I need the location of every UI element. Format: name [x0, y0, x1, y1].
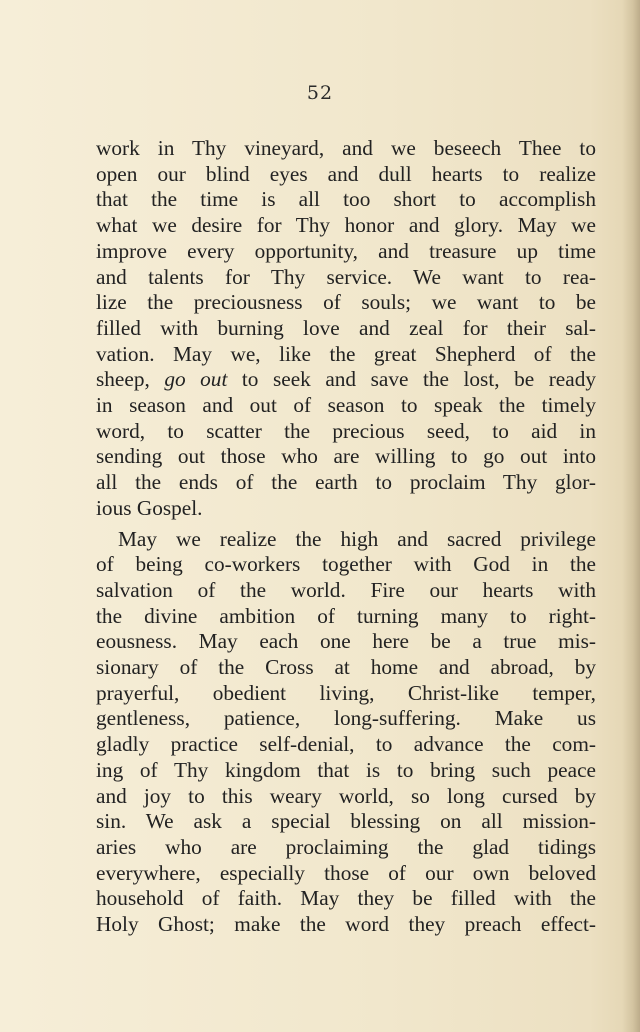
text-line: May we realize the high and sacred privilege — [118, 526, 596, 551]
text-line: improve every opportunity, and treasure up time — [96, 238, 596, 263]
text-line-mixed — [96, 367, 596, 393]
text-line: gladly practice self-denial, to advance the com- — [96, 732, 596, 757]
text-line: gentleness, patience, long-suffering. Make us — [96, 706, 596, 731]
text-line: salvation of the world. Fire our hearts with — [96, 577, 596, 602]
text-line: prayerful, obedient living, Christ-like temper, — [96, 680, 596, 705]
text-line: word, to scatter the precious seed, to aid in — [96, 418, 596, 443]
italic-phrase: go out — [164, 367, 228, 392]
text-line: what we desire for Thy honor and glory. May we — [96, 213, 596, 238]
text-line: household of faith. May they be filled with the — [96, 886, 596, 911]
text-line: all the ends of the earth to proclaim Thy glor- — [96, 470, 596, 495]
text-line: and talents for Thy service. We want to rea- — [96, 264, 596, 289]
text-line: of being co-workers together with God in the — [96, 552, 596, 577]
text-line: sionary of the Cross at home and abroad, by — [96, 655, 596, 680]
text-line: ious Gospel. — [96, 495, 203, 520]
text-line: aries who are proclaiming the glad tidings — [96, 834, 596, 859]
text-fragment: sheep, — [96, 367, 150, 392]
text-line: sin. We ask a special blessing on all mission- — [96, 809, 596, 834]
text-line: eousness. May each one here be a true mis- — [96, 629, 596, 654]
text-line: ing of Thy kingdom that is to bring such peace — [96, 757, 596, 782]
text-line: filled with burning love and zeal for their sal- — [96, 315, 596, 340]
text-line: in season and out of season to speak the timely — [96, 393, 596, 418]
text-line: lize the preciousness of souls; we want to be — [96, 290, 596, 315]
text-fragment: to seek and save the lost, be ready — [241, 367, 596, 392]
text-line: that the time is all too short to accomplish — [96, 187, 596, 212]
page-edge-shadow — [622, 0, 640, 1032]
text-line: the divine ambition of turning many to right- — [96, 603, 596, 628]
text-line: sending out those who are willing to go out into — [96, 444, 596, 469]
text-line: open our blind eyes and dull hearts to realize — [96, 161, 596, 186]
text-line: everywhere, especially those of our own beloved — [96, 860, 596, 885]
text-line: work in Thy vineyard, and we beseech Thee to — [96, 136, 596, 160]
text-line: vation. May we, like the great Shepherd of the — [96, 341, 596, 366]
page-number: 52 — [306, 82, 334, 104]
text-line: Holy Ghost; make the word they preach effect- — [96, 912, 596, 937]
text-line: and joy to this weary world, so long cursed by — [96, 783, 596, 808]
body-text — [96, 136, 596, 938]
